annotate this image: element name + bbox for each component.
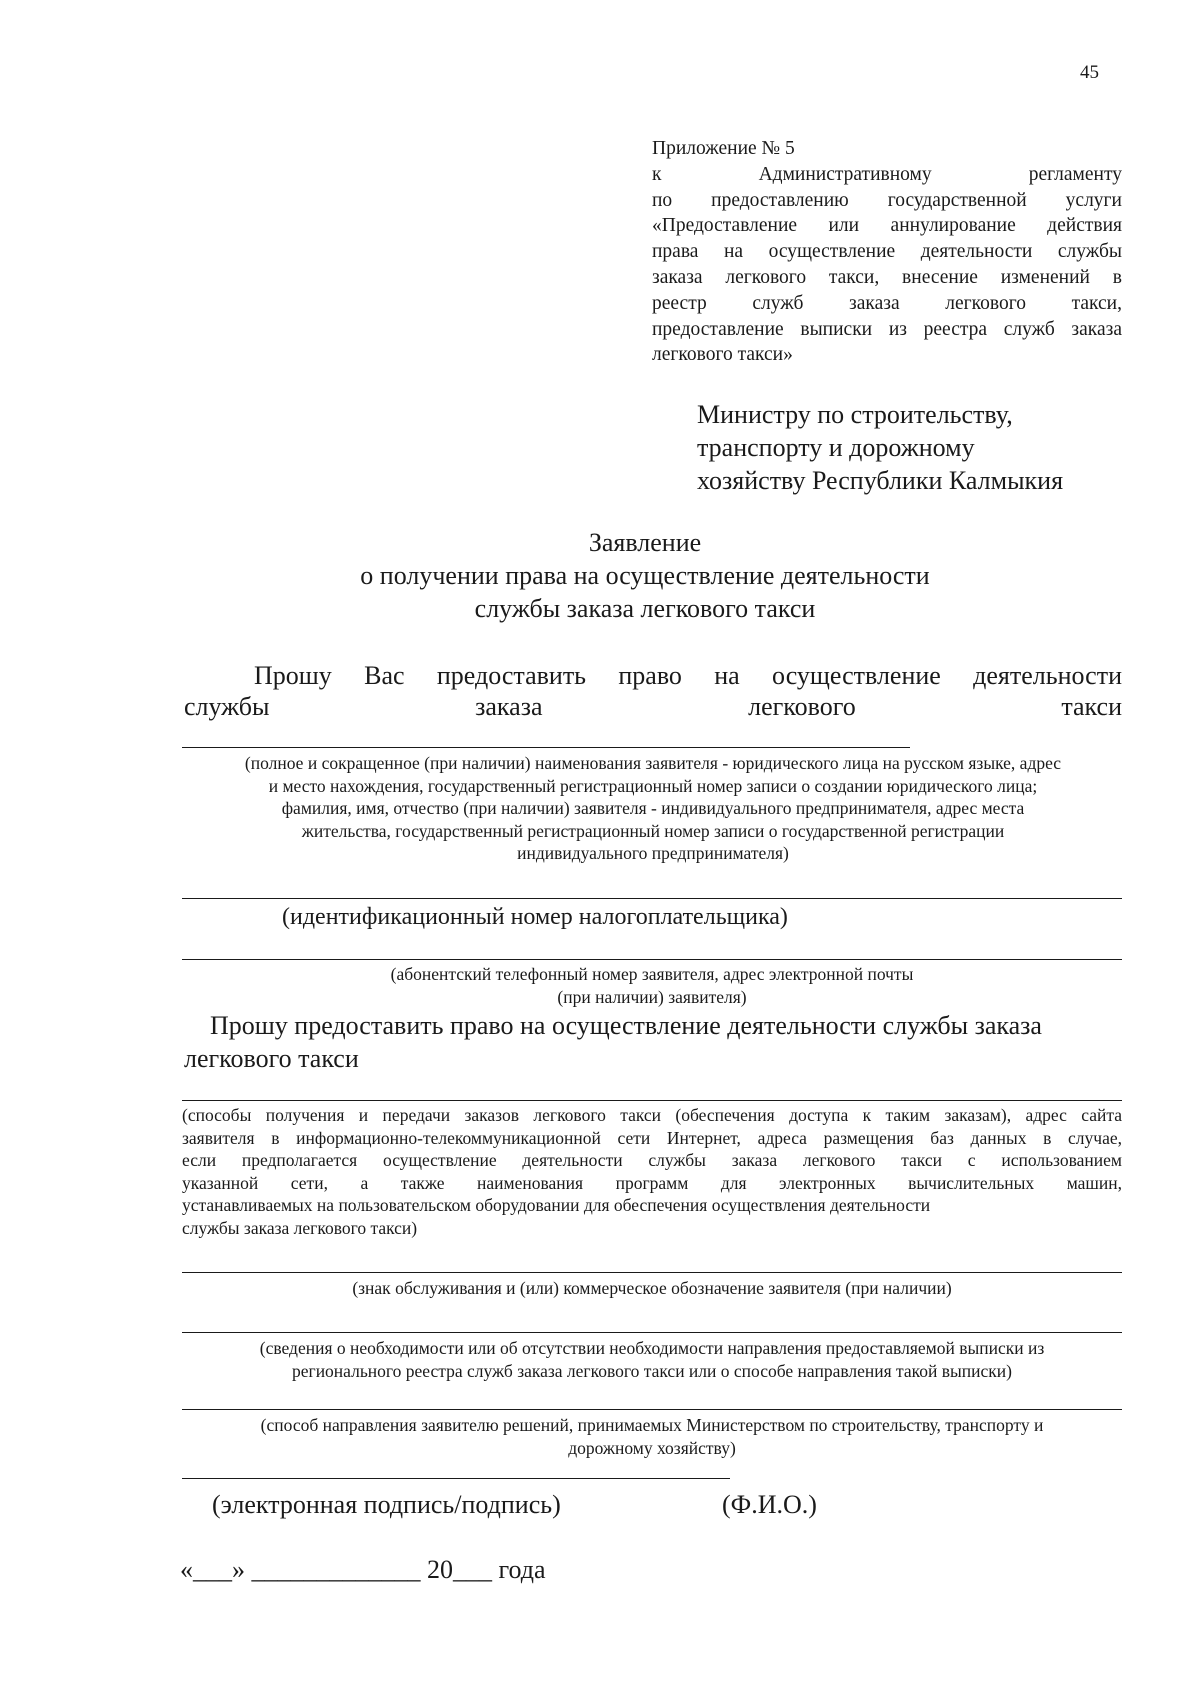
caption-extract (182, 1337, 1122, 1382)
caption-line: заявителя в информационно-телекоммуникационной сети Интернет, адреса размещения баз данных в случае, (182, 1127, 1122, 1148)
date-line: «___» _____________ 20___ года (180, 1555, 546, 1584)
appendix-line: заказа легкового такси, внесение изменений в (652, 266, 1122, 288)
caption-line: (способы получения и передачи заказов легкового такси (обеспечения доступа к таким заказам), адрес сайта (182, 1105, 1122, 1125)
caption-line: службы заказа легкового такси) (182, 1217, 418, 1238)
request-paragraph-2 (184, 1009, 1122, 1075)
inn-line (182, 898, 1122, 899)
caption-applicant (182, 752, 1124, 865)
appendix-line: Приложение № 5 (652, 138, 795, 159)
caption-line: (полное и сокращенное (при наличии) наименования заявителя - юридического лица на русском языке, адрес (244, 753, 1062, 773)
caption-line: если предполагается осуществление деятельности службы заказа легкового такси с использованием (182, 1150, 1122, 1170)
page-number: 45 (1080, 62, 1099, 83)
caption-line: устанавливаемых на пользовательском оборудовании для обеспечения осуществления деятельности (182, 1195, 931, 1215)
request-line: Прошу Вас предоставить право на осуществление деятельности (254, 661, 1122, 690)
request-paragraph-1 (184, 660, 1122, 722)
caption-line: (способ направления заявителю решений, принимаемых Министерством по строительству, транспорту и (260, 1415, 1044, 1435)
addressee-block (697, 398, 1063, 497)
title-heading: Заявление (588, 528, 702, 557)
caption-line: жительства, государственный регистрационный номер записи о государственной регистрации (301, 820, 1005, 841)
addressee-line: транспорту и дорожному (697, 433, 975, 462)
trademark-line (182, 1272, 1122, 1273)
caption-phone (182, 963, 1122, 1008)
caption-line: указанной сети, а также наименования программ для электронных вычислительных машин, (182, 1172, 1122, 1193)
caption-line: индивидуального предпринимателя) (517, 843, 789, 863)
request-line: легкового такси (184, 1044, 359, 1073)
caption-line: дорожному хозяйству) (568, 1437, 736, 1458)
addressee-line: хозяйству Республики Калмыкия (697, 466, 1064, 495)
appendix-line: права на осуществление деятельности службы (652, 241, 1122, 263)
caption-line: фамилия, имя, отчество (при наличии) заявителя - индивидуального предпринимателя, адрес места (281, 798, 1025, 818)
caption-line: (сведения о необходимости или об отсутствии необходимости направления предоставляемой выписки из (259, 1338, 1045, 1358)
extract-line (182, 1332, 1122, 1333)
phone-email-line (182, 959, 1122, 960)
appendix-line: легкового такси» (652, 344, 793, 366)
appendix-line: к Административному регламенту (652, 163, 1122, 185)
caption-line: и место нахождения, государственный регистрационный номер записи о создании юридического лица; (268, 775, 1038, 796)
signature-label: (электронная подпись/подпись) (212, 1490, 561, 1519)
caption-inn: (идентификационный номер налогоплательщика) (282, 904, 788, 930)
signature-line (182, 1478, 730, 1479)
caption-line: (при наличии) заявителя) (557, 986, 747, 1007)
methods-line (182, 1100, 1122, 1101)
appendix-line: по предоставлению государственной услуги (652, 189, 1122, 211)
appendix-line: предоставление выписки из реестра служб заказа (652, 318, 1122, 340)
fio-label: (Ф.И.О.) (722, 1490, 817, 1519)
decisions-line (182, 1409, 1122, 1410)
applicant-name-line (182, 747, 910, 748)
addressee-line: Министру по строительству, (697, 400, 1013, 429)
appendix-block (652, 136, 1122, 368)
caption-decisions (182, 1414, 1122, 1459)
appendix-line: реестр служб заказа легкового такси, (652, 292, 1122, 314)
caption-line: (абонентский телефонный номер заявителя, адрес электронной почты (390, 964, 914, 984)
title-line: о получении права на осуществление деятельности (360, 561, 930, 590)
caption-line: регионального реестра служб заказа легкового такси или о способе направления такой выписки) (292, 1360, 1012, 1381)
title-line: службы заказа легкового такси (474, 594, 816, 623)
document-title (120, 526, 1170, 625)
caption-trademark: (знак обслуживания и (или) коммерческое обозначение заявителя (при наличии) (352, 1278, 952, 1298)
caption-methods (182, 1104, 1122, 1239)
request-line: Прошу предоставить право на осуществление деятельности службы заказа (210, 1011, 1042, 1040)
request-line: службы заказа легкового такси (184, 692, 1122, 721)
appendix-line: «Предоставление или аннулирование действия (652, 215, 1122, 237)
